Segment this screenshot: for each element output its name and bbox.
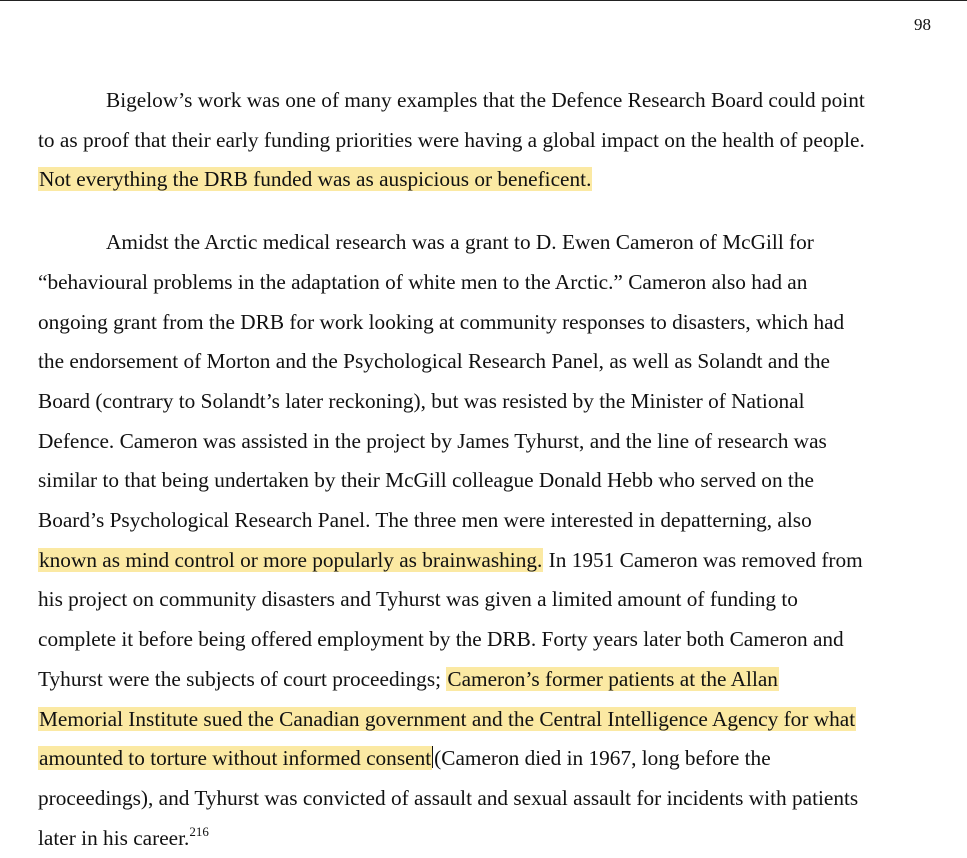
page-number: 98	[914, 15, 931, 34]
document-body[interactable]	[38, 81, 938, 858]
text-line: Board (contrary to Solandt’s later reckoning), but was resisted by the Minister of National	[38, 388, 805, 413]
text-segment: In 1951 Cameron was removed from	[543, 547, 863, 572]
text-line: “behavioural problems in the adaptation of white men to the Arctic.” Cameron also had an	[38, 269, 808, 294]
highlighted-text: Cameron’s former patients at the Allan	[447, 666, 778, 691]
text-segment: Tyhurst were the subjects of court proceedings;	[38, 666, 447, 691]
paragraph-1	[38, 81, 938, 200]
footnote-reference[interactable]: 216	[189, 823, 209, 839]
text-segment: (Cameron died in 1967, long before the	[434, 746, 771, 771]
text-line: Bigelow’s work was one of many examples that the Defence Research Board could point	[106, 88, 865, 112]
text-line: Defence. Cameron was assisted in the project by James Tyhurst, and the line of research was	[38, 428, 827, 453]
text-line: Board’s Psychological Research Panel. The three men were interested in depatterning, also	[38, 508, 812, 533]
text-line: ongoing grant from the DRB for work looking at community responses to disasters, which had	[38, 309, 845, 334]
highlighted-text: Memorial Institute sued the Canadian government and the Central Intelligence Agency for what	[39, 706, 856, 731]
highlighted-text: amounted to torture without informed consent	[39, 746, 432, 771]
highlighted-text: known as mind control or more popularly as brainwashing.	[39, 547, 543, 572]
text-line	[38, 700, 938, 740]
text-line	[38, 541, 938, 581]
text-segment: later in his career.	[38, 825, 190, 850]
highlighted-text: Not everything the DRB funded was as auspicious or beneficent.	[39, 167, 592, 192]
text-line: the endorsement of Morton and the Psychological Research Panel, as well as Solandt and the	[38, 349, 830, 374]
text-line: Amidst the Arctic medical research was a grant to D. Ewen Cameron of McGill for	[106, 230, 814, 255]
text-line: proceedings), and Tyhurst was convicted of assault and sexual assault for incidents with patients	[38, 785, 859, 810]
text-cursor	[432, 746, 433, 768]
text-line: complete it before being offered employment by the DRB. Forty years later both Cameron and	[38, 627, 844, 652]
text-line	[38, 160, 938, 200]
text-line: to as proof that their early funding priorities were having a global impact on the health of people.	[38, 127, 865, 152]
text-line: similar to that being undertaken by their McGill colleague Donald Hebb who served on the	[38, 468, 814, 493]
text-line: his project on community disasters and Tyhurst was given a limited amount of funding to	[38, 587, 798, 612]
text-line	[38, 660, 938, 700]
text-line	[38, 739, 938, 779]
paragraph-2	[38, 223, 938, 858]
text-line	[38, 819, 938, 858]
